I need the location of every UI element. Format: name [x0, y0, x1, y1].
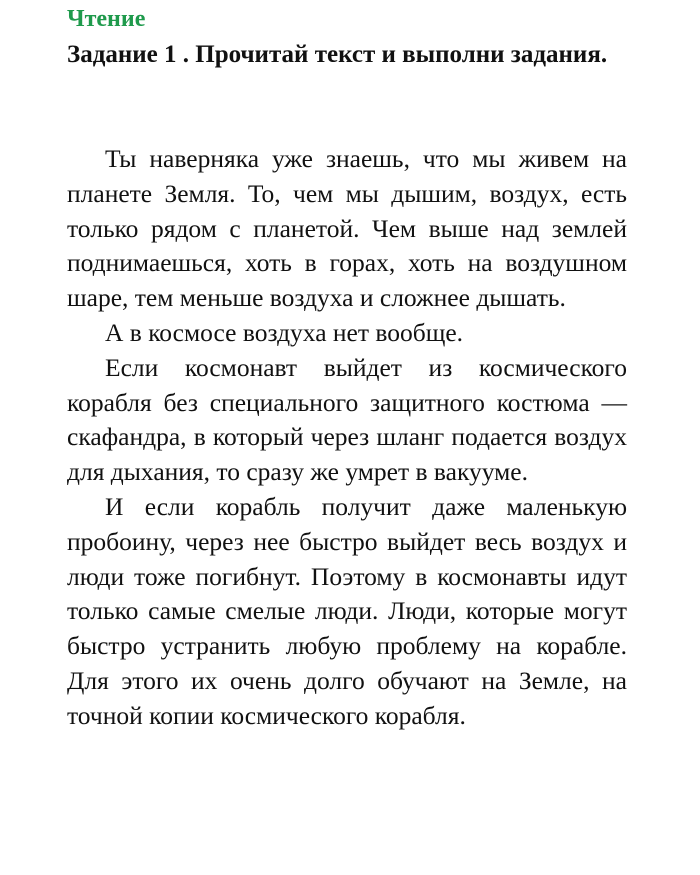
reading-text	[67, 142, 627, 734]
paragraph: И если корабль получит даже маленькую пробоину, через нее быстро выйдет весь воздух и люди тоже погибнут. Поэтому в космонавты идут только самые смелые люди. Люди, которые могут быстро устранить любую проблему на корабле. Для этого их очень долго обучают на Земле, на точной копии космического корабля.	[67, 491, 627, 730]
task-title: Задание 1 . Прочитай текст и выполни задания.	[67, 41, 608, 68]
paragraph: А в космосе воздуха нет вообще.	[105, 317, 464, 347]
paragraph: Ты наверняка уже знаешь, что мы живем на планете Земля. То, чем мы дышим, воздух, есть только рядом с планетой. Чем выше над землей поднимаешься, хоть в горах, хоть на воздушном шаре, тем меньше воздуха и сложнее дышать.	[67, 144, 627, 313]
paragraph: Если космонавт выйдет из космического корабля без специального защитного костюма — скафандра, в который через шланг подается воздух для дыхания, то сразу же умрет в вакууме.	[67, 352, 627, 487]
section-label: Чтение	[67, 6, 146, 32]
